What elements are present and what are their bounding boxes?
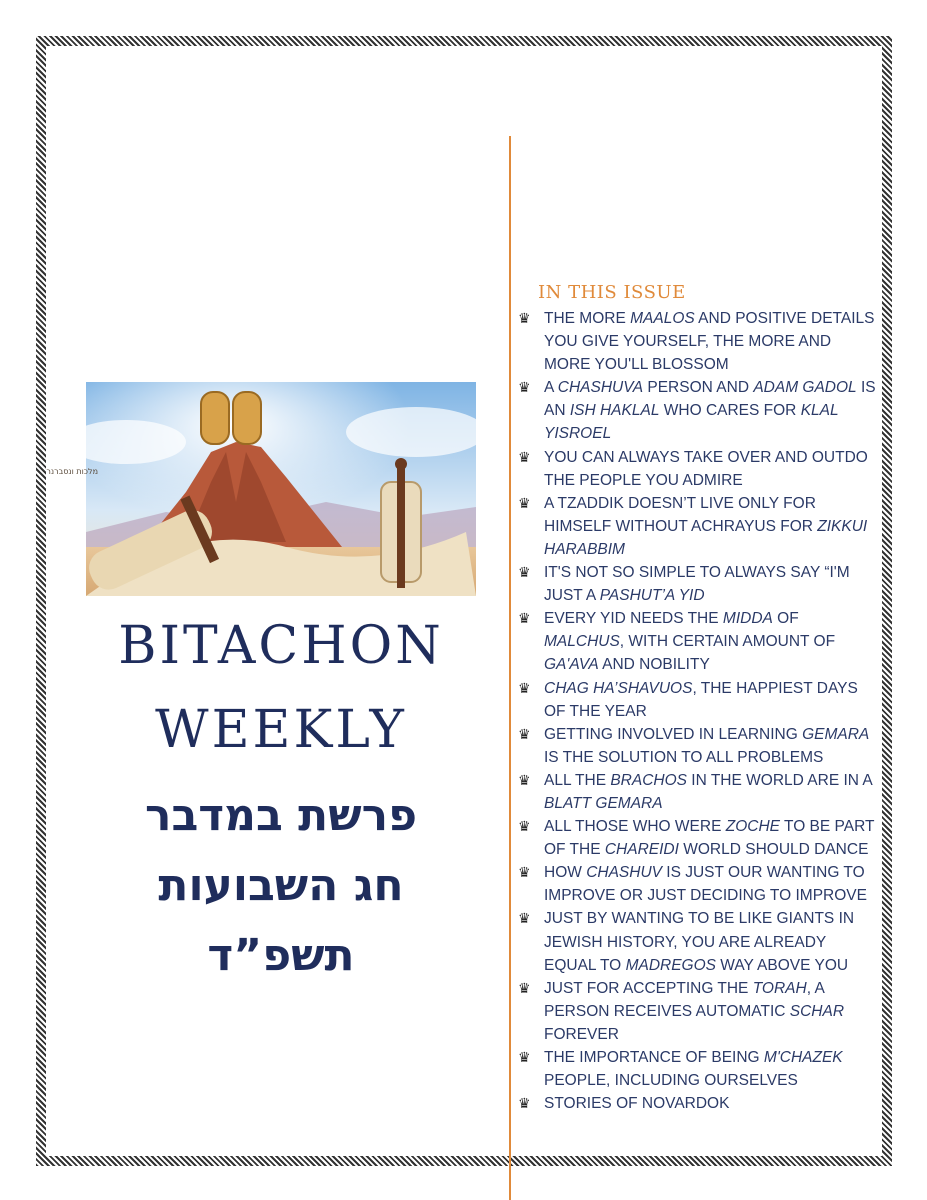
column-divider (509, 136, 511, 1200)
toc-item-text: STORIES OF NOVARDOK (544, 1095, 730, 1113)
crown-icon: ♛ (518, 494, 531, 511)
toc-item (518, 1046, 878, 1092)
crown-icon: ♛ (518, 979, 531, 996)
toc-list (518, 307, 878, 1115)
toc-item-text: JUST BY WANTING TO BE LIKE GIANTS IN JEWISH HISTORY, YOU ARE ALREADY EQUAL TO MADREGOS WAY ABOVE YOU (544, 910, 855, 974)
toc-item-text: IT'S NOT SO SIMPLE TO ALWAYS SAY “I'M JUST A PASHUT’A YID (544, 564, 850, 605)
toc-item (518, 446, 878, 492)
crown-icon: ♛ (518, 448, 531, 465)
toc-item (518, 1092, 878, 1115)
crown-icon: ♛ (518, 564, 531, 581)
image-caption: מלכות ונסברנר (46, 467, 98, 476)
toc-item-text: ALL THOSE WHO WERE ZOCHE TO BE PART OF THE CHAREIDI WORLD SHOULD DANCE (544, 818, 875, 859)
toc-item (518, 376, 878, 445)
toc-item-text: A TZADDIK DOESN’T LIVE ONLY FOR HIMSELF WITHOUT ACHRAYUS FOR ZIKKUI HARABBIM (544, 494, 868, 558)
toc-item-text: GETTING INVOLVED IN LEARNING GEMARA IS THE SOLUTION TO ALL PROBLEMS (544, 725, 870, 766)
toc-item (518, 977, 878, 1046)
crown-icon: ♛ (518, 1049, 531, 1065)
crown-icon: ♛ (518, 725, 531, 742)
toc-item-text: JUST FOR ACCEPTING THE TORAH, A PERSON RECEIVES AUTOMATIC SCHAR FOREVER (544, 979, 845, 1043)
crown-icon: ♛ (518, 310, 531, 326)
crown-icon: ♛ (518, 818, 531, 835)
toc-item-text: YOU CAN ALWAYS TAKE OVER AND OUTDO THE PEOPLE YOU ADMIRE (544, 448, 868, 489)
toc-item (518, 677, 878, 723)
crown-icon: ♛ (518, 910, 531, 927)
hebrew-holiday-title: חג השבועות (158, 860, 404, 911)
table-of-contents (518, 282, 878, 1115)
hebrew-year: תשפ”ד (207, 930, 355, 981)
crown-icon: ♛ (518, 1095, 531, 1112)
toc-heading: IN THIS ISSUE (538, 282, 686, 303)
toc-item (518, 769, 878, 815)
toc-item (518, 561, 878, 607)
crown-icon: ♛ (518, 679, 531, 696)
toc-item-text: HOW CHASHUV IS JUST OUR WANTING TO IMPROVE OR JUST DECIDING TO IMPROVE (544, 864, 867, 905)
crown-icon: ♛ (518, 771, 531, 788)
toc-item (518, 907, 878, 976)
toc-item-text: THE IMPORTANCE OF BEING M'CHAZEK PEOPLE, INCLUDING OURSELVES (544, 1049, 843, 1090)
toc-item (518, 607, 878, 676)
toc-item (518, 723, 878, 769)
cover-illustration (46, 382, 476, 596)
crown-icon: ♛ (518, 610, 531, 627)
crown-icon: ♛ (518, 864, 531, 881)
toc-item (518, 815, 878, 861)
crown-icon: ♛ (518, 379, 531, 396)
toc-item-text: EVERY YID NEEDS THE MIDDA OF MALCHUS, WITH CERTAIN AMOUNT OF GA'AVA AND NOBILITY (544, 610, 836, 674)
toc-item (518, 307, 878, 376)
toc-item-text: THE MORE MAALOS AND POSITIVE DETAILS YOU GIVE YOURSELF, THE MORE AND MORE YOU'LL BLOSSOM (544, 310, 875, 374)
toc-item-text: CHAG HA’SHAVUOS, THE HAPPIEST DAYS OF THE YEAR (544, 679, 858, 720)
hebrew-parsha-title: פרשת במדבר (144, 790, 418, 841)
toc-item (518, 861, 878, 907)
toc-item-text: A CHASHUVA PERSON AND ADAM GADOL IS AN ISH HAKLAL WHO CARES FOR KLAL YISROEL (544, 379, 876, 443)
toc-item-text: ALL THE BRACHOS IN THE WORLD ARE IN A BLATT GEMARA (544, 771, 872, 812)
toc-item (518, 492, 878, 561)
masthead-subtitle: WEEKLY (155, 700, 407, 760)
masthead-title: BITACHON (118, 616, 444, 676)
